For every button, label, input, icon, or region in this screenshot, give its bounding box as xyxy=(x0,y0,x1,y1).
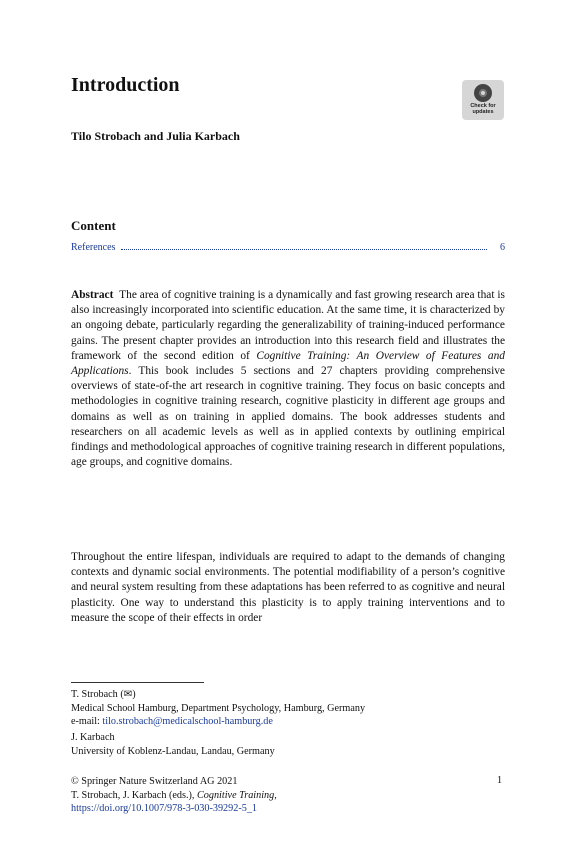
footnote-author1 xyxy=(71,688,365,729)
badge-label: Check for updates xyxy=(470,103,496,115)
toc-leader-dots xyxy=(121,249,487,250)
check-updates-icon xyxy=(474,84,492,102)
doi-link[interactable]: https://doi.org/10.1007/978-3-030-39292-5_1 xyxy=(71,803,258,815)
abstract-label: Abstract xyxy=(71,289,114,301)
citation-line: T. Strobach, J. Karbach (eds.), Cognitive Training, xyxy=(71,789,277,801)
author2-affiliation: University of Koblenz-Landau, Landau, Germany xyxy=(71,745,275,757)
footnote-author2 xyxy=(71,731,275,758)
toc-label[interactable]: References xyxy=(71,242,116,253)
author1-affiliation: Medical School Hamburg, Department Psychology, Hamburg, Germany xyxy=(71,702,366,714)
abstract-text-1: The area of cognitive training is a dynamically and fast growing research area that is also increasingly incorporated into scientific education. At the same time, it is characterized by an ongoing debate, particularly regarding the generalizability of training-induced performance gains. The present chapter provides an introduction into this research field and illustrates the framework of the second edition of xyxy=(71,289,505,362)
footnote-divider xyxy=(71,682,204,683)
author2-name: J. Karbach xyxy=(71,732,115,743)
toc-entry-references[interactable] xyxy=(71,242,505,254)
author1-email-link[interactable]: tilo.strobach@medicalschool-hamburg.de xyxy=(102,716,273,728)
abstract-text-2: . This book includes 5 sections and 27 chapters providing comprehensive overviews of state-of-the art research in cognitive training. They focus on basic concepts and methodologies in cognitive training research, cognitive plasticity in different age groups and domains as well as on training in applied domains. The book addresses students and researchers on all academic levels as well as in applied contexts by outlining empirical findings and methodological approaches of cognitive training research in different populations, age groups, and cognitive domains. xyxy=(71,365,505,469)
author1-name: T. Strobach (✉) xyxy=(71,689,136,700)
toc-page-number[interactable]: 6 xyxy=(500,242,505,253)
copyright-block xyxy=(71,775,277,816)
abstract xyxy=(71,288,505,470)
authors: Tilo Strobach and Julia Karbach xyxy=(71,129,240,143)
author1-email-line: e-mail: tilo.strobach@medicalschool-hamburg.de xyxy=(71,716,273,728)
copyright-line: © Springer Nature Switzerland AG 2021 xyxy=(71,776,238,787)
content-heading: Content xyxy=(71,218,116,233)
check-for-updates-badge[interactable] xyxy=(462,80,504,120)
body-paragraph: Throughout the entire lifespan, individuals are required to adapt to the demands of changing contexts and dynamic social environments. The potential modifiability of a person’s cognitive and neural system resulting from these adaptations has been referred to as cognitive and neural plasticity. One way to understand this plasticity is to apply training interventions and to measure the scope of their effects in order xyxy=(71,551,505,624)
abstract-book-title: Cognitive Training: An Overview of Features and Applications xyxy=(71,349,505,378)
chapter-title: Introduction xyxy=(71,74,180,96)
page-number: 1 xyxy=(497,775,503,786)
